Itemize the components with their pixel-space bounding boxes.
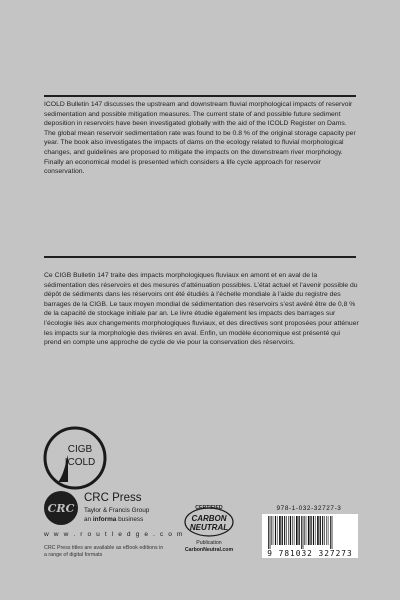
barcode-bar — [286, 516, 287, 545]
publisher-name: CRC Press — [84, 492, 142, 504]
informa-line — [84, 516, 143, 523]
barcode-bar — [270, 516, 271, 549]
informa-suffix: business — [116, 516, 144, 523]
barcode-bar — [282, 516, 283, 545]
publisher-website: w w w . r o u t l e d g e . c o m — [44, 531, 185, 538]
barcode-bar — [288, 516, 289, 545]
informa-prefix: an — [84, 516, 93, 523]
barcode-bar — [304, 516, 305, 545]
barcode-bar — [324, 516, 325, 545]
barcode-bar — [294, 516, 295, 545]
middle-divider — [44, 256, 356, 258]
cigb-icold-logo — [42, 425, 108, 491]
barcode-bar — [308, 516, 310, 545]
barcode-bar — [268, 516, 269, 549]
barcode-bar — [320, 516, 321, 545]
barcode-bar — [301, 516, 302, 549]
publisher-group: Taylor & Francis Group — [84, 507, 150, 514]
cigb-text: CIGB — [67, 444, 93, 455]
barcode-bar — [317, 516, 319, 545]
barcode-bar — [277, 516, 278, 545]
seal-neutral: NEUTRAL — [189, 523, 229, 532]
barcode-bar — [284, 516, 285, 545]
barcode-bar — [292, 516, 293, 545]
carbon-neutral-caption — [176, 540, 242, 553]
barcode-bar — [310, 516, 311, 545]
seal-carbon: CARBON — [191, 514, 227, 523]
informa-brand: informa — [92, 516, 117, 523]
french-description: Ce CIGB Bulletin 147 traite des impacts morphologiques fluviaux en amont et en aval de la sédimentation des réservoirs et des mesures d’atténuation possibles. L’état actuel et l’avenir possible du dépôt de sédiments dans les réservoirs ont été étudiés à l’échelle mondiale à l’aide du registre des barrages de la CIGB. Le taux moyen mondial de sédimentation des réservoirs s’est avéré être de 0,8 % de la capacité de stockage initiale par an. Le livre étudie également les impacts des barrages sur l’écologie liés aux changements morphologiques fluviaux, et des directives sont proposées pour atténuer les impacts sur la morphologie des rivières en aval. Enfin, un modèle économique est présenté qui prend en compte une approche de cycle de vie pour la conservation des réservoirs. — [44, 272, 359, 347]
crc-logo-icon: CRC — [44, 491, 78, 525]
barcode-bar — [271, 516, 272, 545]
english-description: ICOLD Bulletin 147 discusses the upstream and downstream fluvial morphological impacts of reservoir sedimentation and possible mitigation measures. The current state of and possible future sediment deposition in reservoirs have been investigated globally with the aid of the ICOLD Register on Dams. The global mean reservoir sedimentation rate was found to be 0.8 % of the original storage capacity per year. The book also investigates the impacts of dams on the ecology related to fluvial morphological changes, and guidelines are proposed to mitigate the impacts on the downstream river morphology. Finally an economical model is presented which considers a life cycle approach for reservoir conservation. — [44, 101, 356, 176]
barcode-bar — [306, 516, 307, 545]
barcode-bar — [303, 516, 304, 549]
barcode-digits: 9 781032 327273 — [267, 549, 353, 558]
barcode-bar — [273, 516, 274, 545]
barcode-bar — [313, 516, 314, 545]
publication-label: Publication — [196, 540, 222, 546]
barcode-bar — [328, 516, 329, 545]
barcode-bar — [326, 516, 327, 545]
barcode-bar — [332, 516, 333, 549]
isbn-barcode — [268, 516, 352, 549]
seal-certified: CERTIFIED — [195, 505, 223, 511]
carbon-neutral-site: CarbonNeutral.com — [184, 546, 234, 553]
carbon-neutral-seal — [182, 502, 236, 538]
icold-text: ICOLD — [64, 457, 96, 468]
barcode-bar — [330, 516, 331, 549]
barcode-bar — [279, 516, 281, 545]
isbn-label: 978-1-032-32727-3 — [276, 505, 342, 512]
barcode-bar — [299, 516, 300, 545]
barcode-bar — [315, 516, 316, 545]
barcode-bar — [322, 516, 323, 545]
barcode-bar — [275, 516, 276, 545]
top-divider — [44, 95, 356, 97]
barcode-bar — [290, 516, 291, 545]
ebook-note: CRC Press titles are available as eBook editions in a range of digital formats — [44, 545, 164, 558]
barcode-bar — [296, 516, 298, 545]
